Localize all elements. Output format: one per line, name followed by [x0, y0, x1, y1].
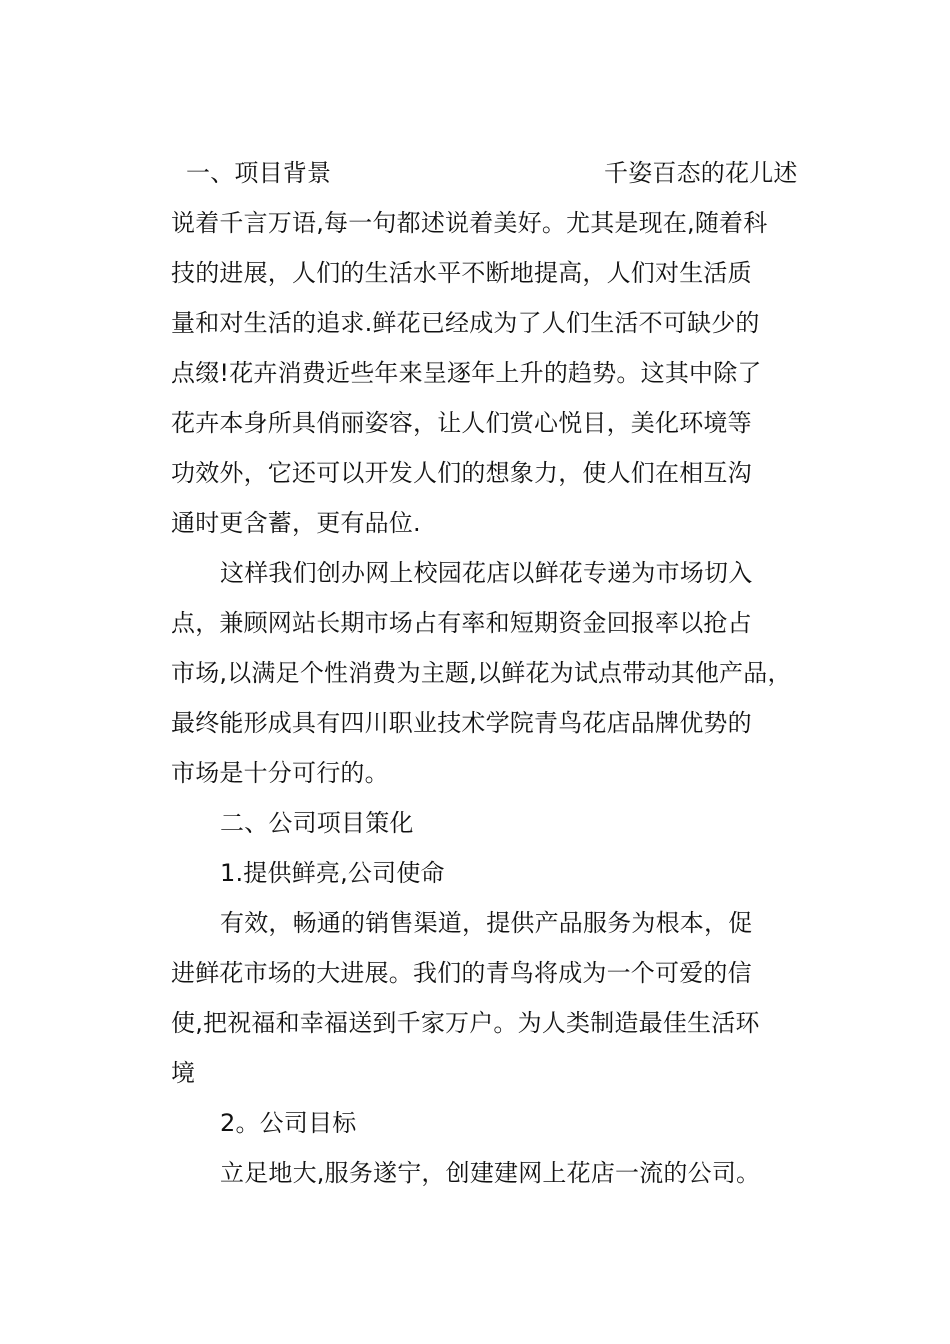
paragraph-line: 花卉本身所具俏丽姿容，让人们赏心悦目，美化环境等	[171, 409, 752, 437]
paragraph-line: 有效，畅通的销售渠道，提供产品服务为根本，促	[220, 909, 753, 937]
paragraph-line: 市场是十分可行的。	[171, 759, 389, 787]
paragraph-line: 立足地大,服务遂宁，创建建网上花店一流的公司。	[220, 1159, 761, 1187]
subheading-mission: 1.提供鲜亮,公司使命	[220, 859, 445, 887]
paragraph-line: 点缀!花卉消费近些年来呈逐年上升的趋势。这其中除了	[171, 359, 762, 387]
paragraph-line: 点，兼顾网站长期市场占有率和短期资金回报率以抢占	[171, 609, 752, 637]
paragraph-line: 功效外，它还可以开发人们的想象力，使人们在相互沟	[171, 459, 752, 487]
paragraph-line: 说着千言万语,每一句都述说着美好。尤其是现在,随着科	[171, 209, 768, 237]
paragraph-line: 这样我们创办网上校园花店以鲜花专递为市场切入	[220, 559, 753, 587]
paragraph-line: 最终能形成具有四川职业技术学院青鸟花店品牌优势的	[171, 709, 752, 737]
section-heading-background	[186, 158, 331, 188]
paragraph-line: 千姿百态的花儿述	[604, 159, 798, 187]
paragraph-line: 进鲜花市场的大进展。我们的青鸟将成为一个可爱的信	[171, 959, 752, 987]
heading-text: 一、项目背景	[186, 159, 332, 187]
paragraph-line: 通时更含蓄，更有品位.	[171, 509, 421, 537]
paragraph-line: 量和对生活的追求.鲜花已经成为了人们生活不可缺少的	[171, 309, 760, 337]
paragraph-line: 境	[171, 1059, 196, 1087]
section-heading-planning: 二、公司项目策化	[220, 809, 414, 837]
paragraph-line: 市场,以满足个性消费为主题,以鲜花为试点带动其他产品，	[171, 659, 792, 687]
paragraph-line: 技的进展，人们的生活水平不断地提高，人们对生活质	[171, 259, 752, 287]
subheading-goals: 2。公司目标	[220, 1109, 357, 1137]
paragraph-line: 使,把祝福和幸福送到千家万户。为人类制造最佳生活环	[171, 1009, 760, 1037]
